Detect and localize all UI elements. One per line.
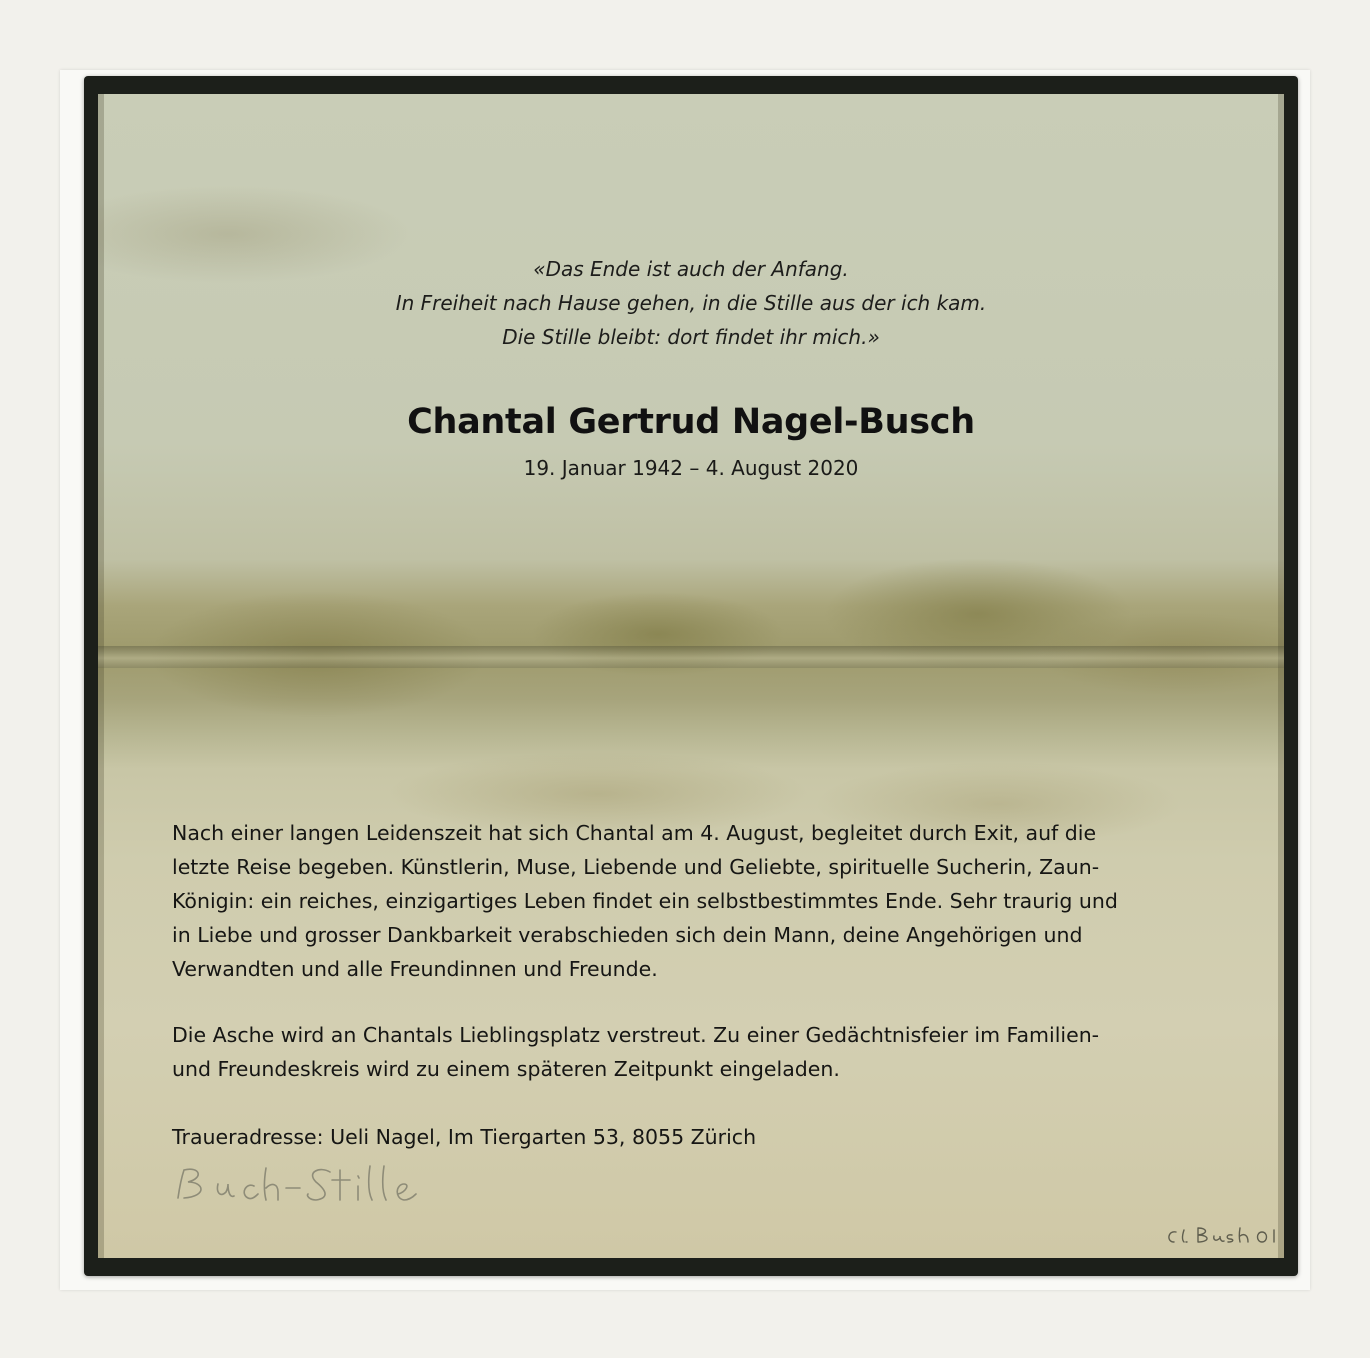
ceremony-paragraph <box>172 1018 1212 1086</box>
card-paper <box>98 94 1284 1258</box>
life-dates: 19. Januar 1942 – 4. August 2020 <box>523 456 859 480</box>
announcement-paragraph <box>172 816 1212 986</box>
artist-signature-graphic <box>1164 1220 1284 1250</box>
quote-line-3: Die Stille bleibt: dort findet ihr mich.» <box>502 325 880 349</box>
paragraph-line: in Liebe und grosser Dankbarkeit verabschieden sich dein Mann, deine Angehörigen und <box>172 923 1083 947</box>
deceased-name: Chantal Gertrud Nagel-Busch <box>407 402 975 442</box>
paragraph-line: Nach einer langen Leidenszeit hat sich Chantal am 4. August, begleitet durch Exit, auf die <box>172 821 1097 845</box>
paragraph-line: letzte Reise begeben. Künstlerin, Muse, Liebende und Geliebte, spirituelle Sucherin, Zaun- <box>172 855 1100 879</box>
card-fold <box>98 646 1284 668</box>
paragraph-line: Die Asche wird an Chantals Lieblingsplatz verstreut. Zu einer Gedächtnisfeier im Familien- <box>172 1023 1100 1047</box>
mourning-card <box>84 76 1298 1276</box>
quote <box>98 252 1284 354</box>
mourning-address: Traueradresse: Ueli Nagel, Im Tiergarten 53, 8055 Zürich <box>172 1125 757 1149</box>
quote-line-1: «Das Ende ist auch der Anfang. <box>533 257 849 281</box>
paragraph-line: Königin: ein reiches, einzigartiges Leben findet ein selbstbestimmtes Ende. Sehr traurig und <box>172 889 1118 913</box>
handwritten-title-graphic <box>170 1154 450 1214</box>
quote-line-2: In Freiheit nach Hause gehen, in die Stille aus der ich kam. <box>395 291 987 315</box>
paragraph-line: und Freundeskreis wird zu einem späteren Zeitpunkt eingeladen. <box>172 1057 840 1081</box>
paragraph-line: Verwandten und alle Freundinnen und Freunde. <box>172 957 658 981</box>
